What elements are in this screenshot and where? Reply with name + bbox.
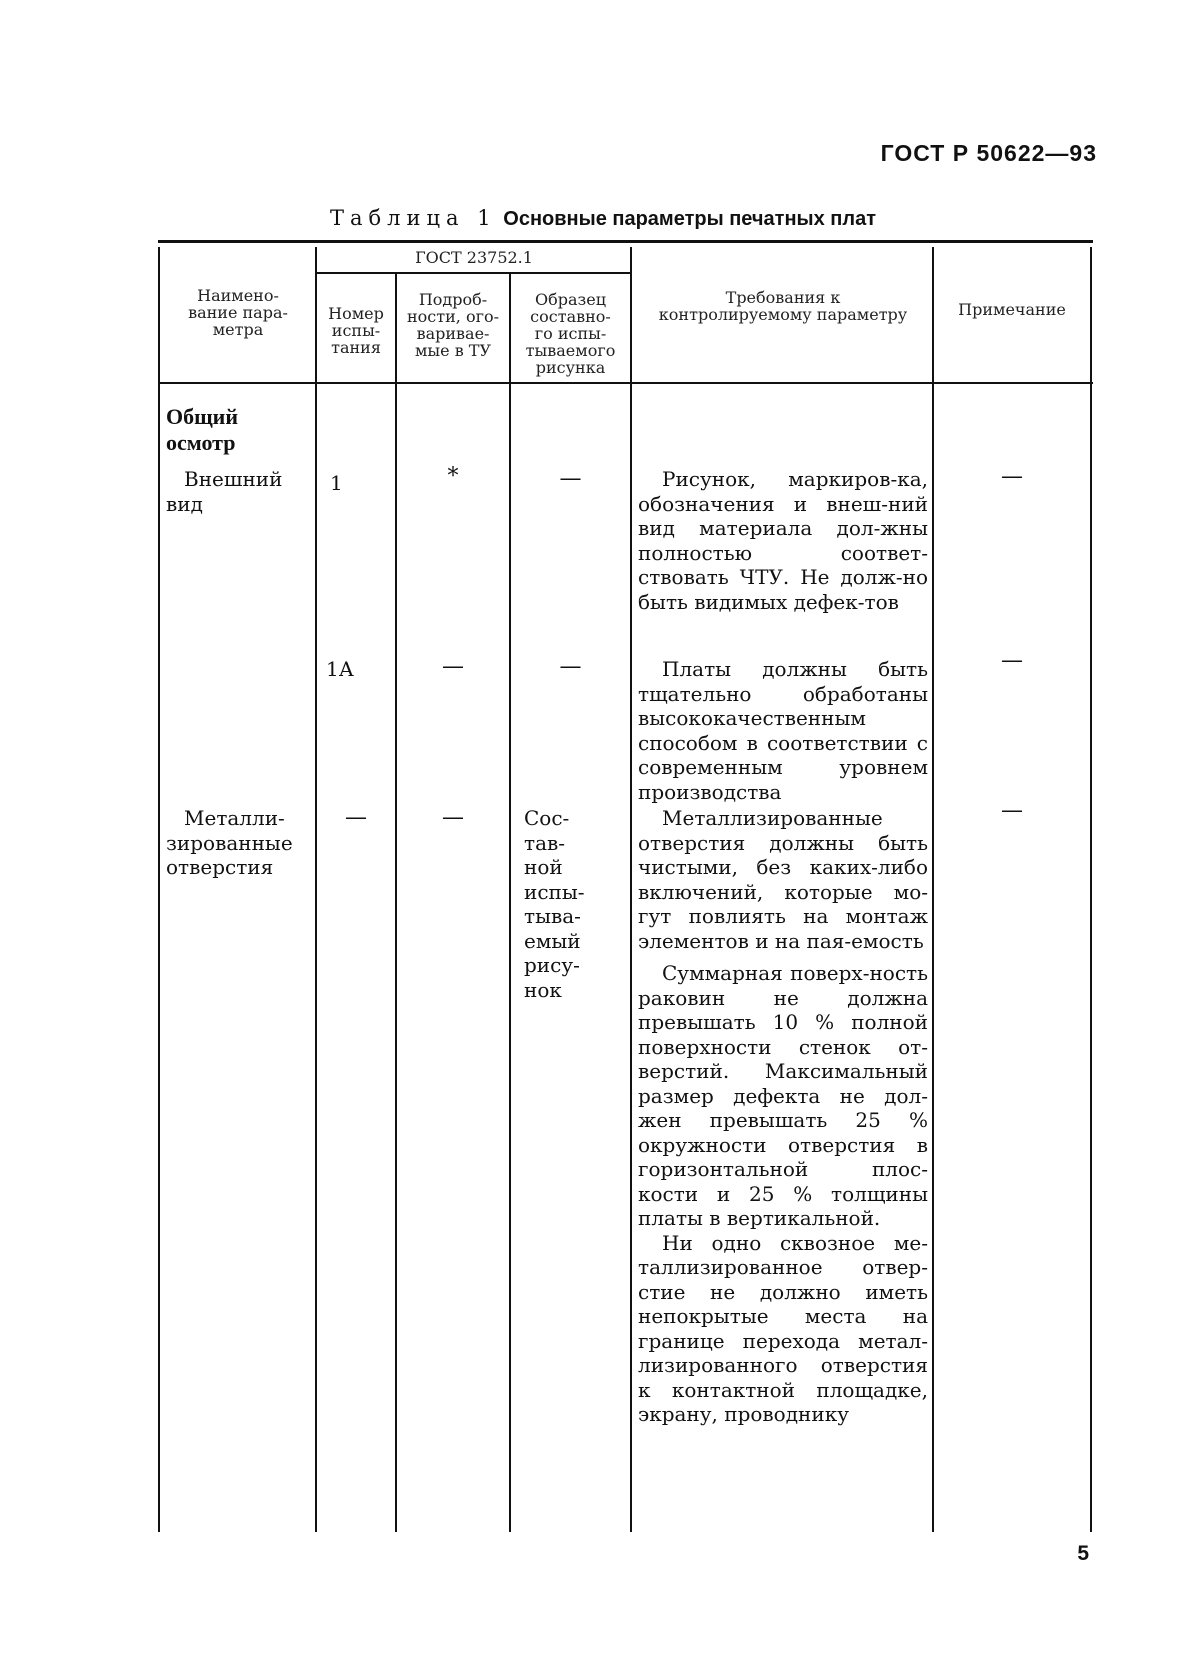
header-note: Примечание [958, 300, 1066, 319]
table-caption [330, 206, 876, 231]
row-details: — [442, 654, 464, 679]
page-number: 5 [1077, 1542, 1089, 1565]
header-test-number: Номер испы- тания [328, 304, 384, 357]
row-sample: — [559, 654, 582, 679]
header-sample: Образец составно- го испы- тываемого рисунка [525, 291, 616, 377]
requirement-text: Рисунок, маркиров-ка, обозначения и внеш-ний вид материала дол-жны полностью соответ-ствовать ЧТУ. Не долж-но быть видимых дефек-тов [638, 467, 928, 614]
row-note: — [1001, 648, 1023, 673]
requirement-paragraph: Ни одно сквозное ме-таллизированное отвер-стие не должно иметь непокрытые места на границе перехода метал-лизированного отверстия к контактной площадке, экрану, проводнику [638, 1230, 928, 1426]
header-requirements: Требования к контролируемому параметру [658, 288, 908, 324]
row-requirement [638, 467, 928, 614]
row-details: — [442, 805, 464, 830]
table-border-right [1090, 247, 1092, 1532]
header-group-line [315, 272, 630, 274]
row-note: — [1001, 464, 1023, 489]
row-parameter-name: Внешний вид [166, 467, 283, 516]
table-divider [315, 247, 317, 1532]
requirement-text: Платы должны быть тщательно обработаны высококачественным способом в соответствии с современным уровнем производства [638, 657, 928, 804]
row-details: * [447, 464, 459, 489]
header-parameter-name: Наимено- вание пара- метра [188, 286, 288, 339]
table-divider [630, 247, 632, 1532]
section-title: Общий осмотр [166, 404, 239, 455]
row-sample: — [559, 466, 582, 491]
table-caption-label: Таблица 1 [330, 206, 497, 230]
row-parameter-name: Металли- зированные отверстия [166, 806, 293, 879]
parameters-table [158, 240, 1093, 1532]
table-divider [395, 273, 397, 1532]
row-requirement [638, 657, 928, 804]
row-test-number: — [345, 805, 367, 830]
row-note: — [1001, 798, 1023, 823]
requirement-paragraph: Суммарная поверх-ность раковин не должна превышать 10 % полной поверхности стенок от-верстий. Максимальный размер дефекта не дол-жен превышать 25 % окружности отверстия в горизонтальной плос-кости и 25 % толщины платы в вертикальной. [638, 961, 928, 1230]
table-divider [932, 247, 934, 1532]
header-standard-group: ГОСТ 23752.1 [415, 248, 533, 267]
row-sample: Сос- тав- ной испы- тыва- емый рису- нок [524, 806, 585, 1002]
row-test-number: 1 [330, 471, 343, 495]
document-id: ГОСТ Р 50622—93 [880, 140, 1097, 166]
row-test-number: 1А [326, 657, 354, 681]
row-requirement [638, 806, 928, 1427]
header-bottom-line [158, 382, 1093, 384]
table-divider [509, 273, 511, 1532]
requirement-paragraph: Металлизированные отверстия должны быть чистыми, без каких-либо включений, которые мо-гут повлиять на монтаж элементов и на пая-емость [638, 806, 928, 953]
table-caption-title: Основные параметры печатных плат [503, 208, 876, 230]
header-details: Подроб- ности, ого- вариваe- мые в ТУ [407, 290, 499, 360]
table-border-left [158, 247, 160, 1532]
